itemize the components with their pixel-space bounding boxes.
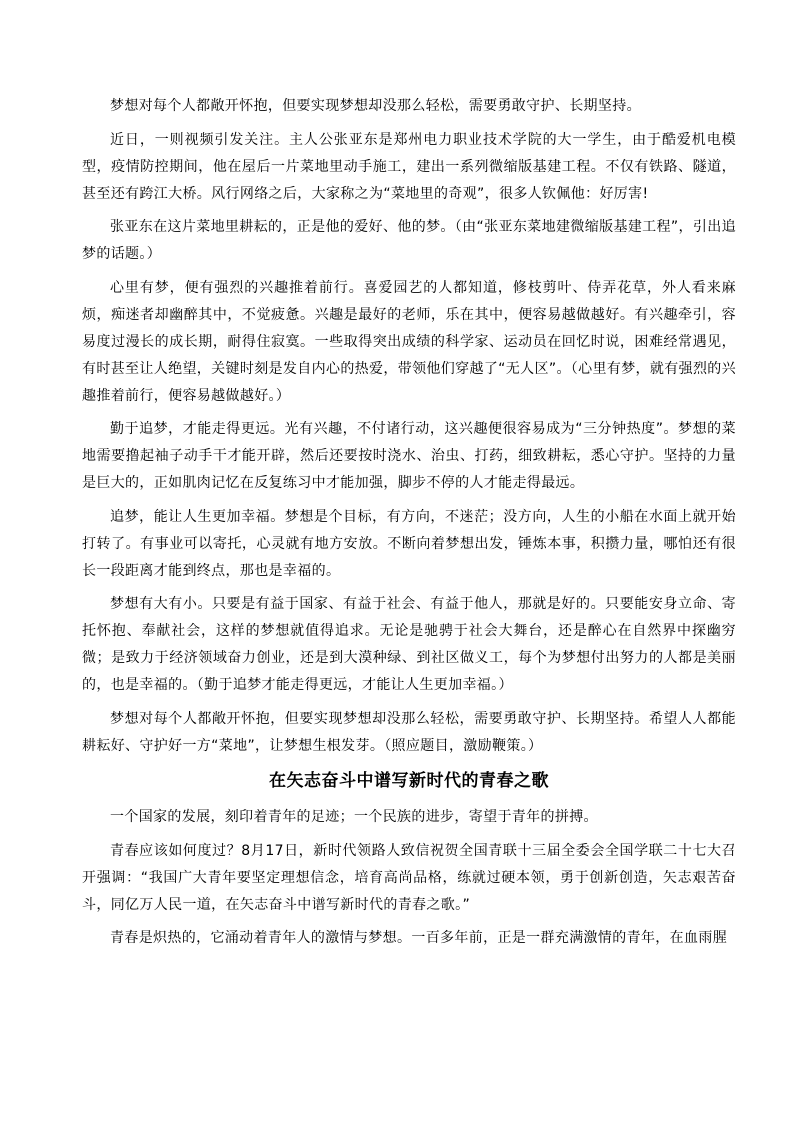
paragraph: 近日，一则视频引发关注。主人公张亚东是郑州电力职业技术学院的大一学生，由于酷爱机电模型，疫情防控期间，他在屋后一片菜地里动手施工，建出一系列微缩版基建工程。不仅有铁路、隧道，甚至还有跨江大桥。风行网络之后，大家称之为“菜地里的奇观”，很多人钦佩他：好厉害! [82, 131, 736, 202]
paragraph: 张亚东在这片菜地里耕耘的，正是他的爱好、他的梦。（由“张亚东菜地建微缩版基建工程”，引出追梦的话题。） [82, 219, 736, 262]
paragraph: 心里有梦，便有强烈的兴趣推着前行。喜爱园艺的人都知道，修枝剪叶、侍弄花草，外人看来麻烦，痴迷者却幽醉其中，不觉疲惫。兴趣是最好的老师，乐在其中，便容易越做越好。有兴趣牵引，容易度过漫长的成长期，耐得住寂寞。一些取得突出成绩的科学家、运动员在回忆时说，困难经常遇见，有时甚至让人绝望，关键时刻是发自内心的热爱，带领他们穿越了“无人区”。（心里有梦，就有强烈的兴趣推着前行，便容易越做越好。） [82, 279, 736, 404]
paragraph: 梦想有大有小。只要是有益于国家、有益于社会、有益于他人，那就是好的。只要能安身立命、寄托怀抱、奉献社会，这样的梦想就值得追求。无论是驰骋于社会大舞台，还是醉心在自然界中探幽穷微；是致力于经济领域奋力创业，还是到大漠种绿、到社区做义工，每个为梦想付出努力的人都是美丽的，也是幸福的。（勤于追梦才能走得更远，才能让人生更加幸福。） [82, 596, 736, 693]
paragraph: 梦想对每个人都敞开怀抱，但要实现梦想却没那么轻松，需要勇敢守护、长期坚持。 [110, 98, 641, 114]
paragraph: 勤于追梦，才能走得更远。光有兴趣，不付诸行动，这兴趣便很容易成为“三分钟热度”。梦想的菜地需要撸起袖子动手干才能开辟，然后还要按时浇水、治虫、打药，细致耕耘，悉心守护。坚持的力量是巨大的，正如肌肉记忆在反复练习中才能加强，脚步不停的人才能走得最远。 [82, 421, 736, 491]
paragraph: 一个国家的发展，刻印着青年的足迹；一个民族的进步，寄望于青年的拼搏。 [110, 809, 598, 825]
paragraph: 青春应该如何度过？8月17日，新时代领路人致信祝贺全国青联十三届全委会全国学联二十七大召开强调：“我国广大青年要坚定理想信念，培育高尚品格，练就过硬本领，勇于创新创造，矢志艰苦奋斗，同亿万人民一道，在矢志奋斗中谱写新时代的青春之歌。” [82, 842, 736, 913]
paragraph: 梦想对每个人都敞开怀抱，但要实现梦想却没那么轻松，需要勇敢守护、长期坚持。希望人人都能耕耘好、守护好一方“菜地”，让梦想生根发芽。（照应题目，激励鞭策。） [82, 710, 736, 754]
article-youth-song [82, 766, 736, 952]
article-dream-garden [82, 93, 736, 760]
paragraph: 青春是炽热的，它涌动着青年人的激情与梦想。一百多年前，正是一群充满激情的青年，在血雨腥 [110, 930, 728, 946]
section-title: 在矢志奋斗中谱写新时代的青春之歌 [269, 771, 549, 791]
paragraph: 追梦，能让人生更加幸福。梦想是个目标，有方向，不迷茫；没方向，人生的小船在水面上就开始打转了。有事业可以寄托，心灵就有地方安放。不断向着梦想出发，锤炼本事，积攒力量，哪怕还有很长一段距离才能到终点，那也是幸福的。 [82, 508, 736, 579]
